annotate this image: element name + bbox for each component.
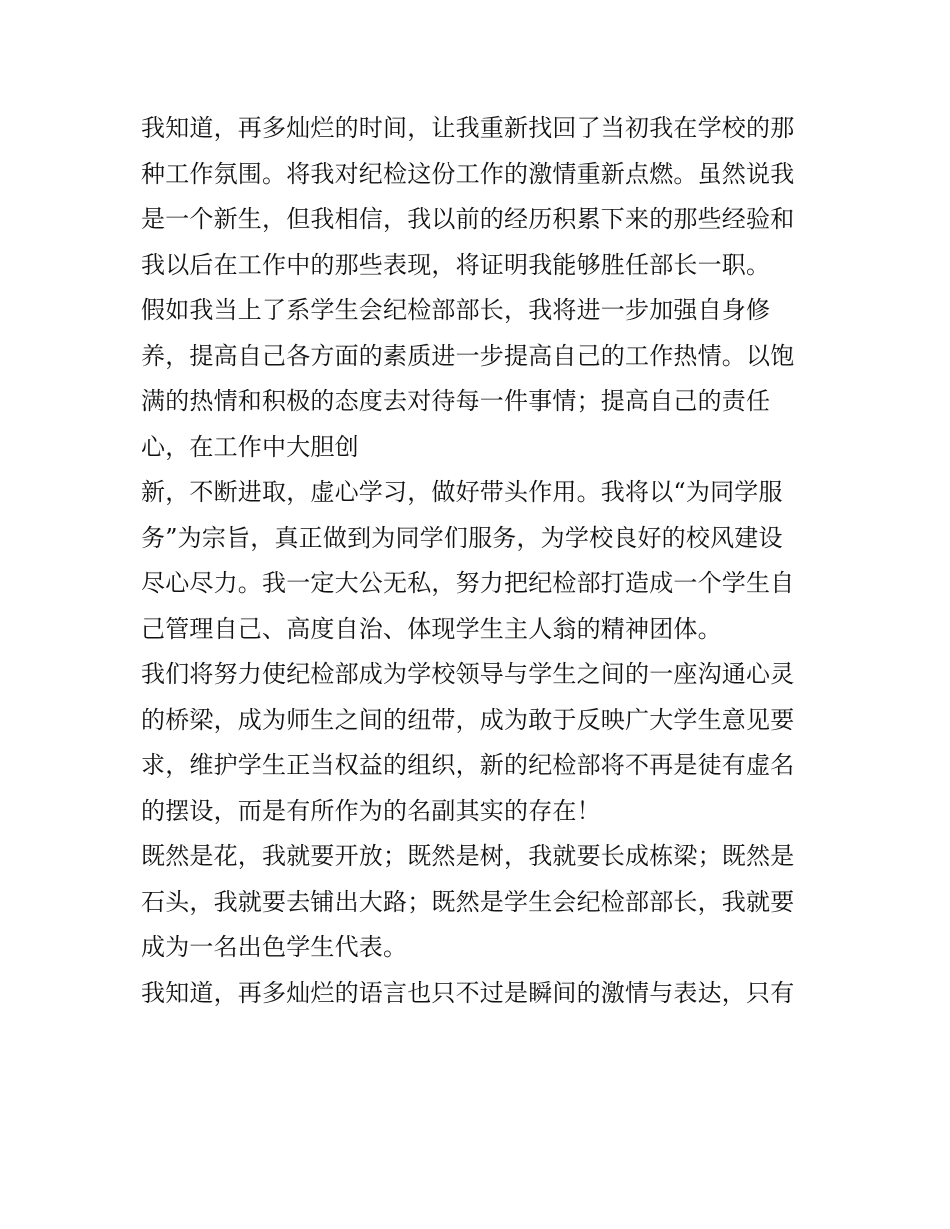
text-line: 的摆设，而是有所作为的名副其实的存在！ <box>141 796 601 825</box>
text-line: 成为一名出色学生代表。 <box>141 933 408 961</box>
text-line: 种工作氛围。将我对纪检这份工作的激情重新点燃。虽然说我 <box>141 159 795 188</box>
text-line: 尽心尽力。我一定大公无私，努力把纪检部打造成一个学生自 <box>141 569 795 597</box>
text-line: 石头，我就要去铺出大路；既然是学生会纪检部部长，我就要 <box>141 887 795 916</box>
text-line: 我知道，再多灿烂的时间，让我重新找回了当初我在学校的那 <box>141 114 795 142</box>
text-line: 务”为宗旨，真正做到为同学们服务，为学校良好的校风建设 <box>141 523 783 552</box>
document-body <box>141 106 821 1016</box>
text-line: 的桥梁，成为师生之间的纽带，成为敢于反映广大学生意见要 <box>141 705 795 734</box>
text-line: 新，不断进取，虚心学习，做好带头作用。我将以“为同学服 <box>141 478 783 506</box>
text-line: 养，提高自己各方面的素质进一步提高自己的工作热情。以饱 <box>141 341 795 370</box>
text-line: 假如我当上了系学生会纪检部部长，我将进一步加强自身修 <box>141 296 771 324</box>
text-line: 我知道，再多灿烂的语言也只不过是瞬间的激情与表达，只有 <box>141 978 795 1007</box>
text-line: 我们将努力使纪检部成为学校领导与学生之间的一座沟通心灵 <box>141 660 795 688</box>
text-line: 满的热情和积极的态度去对待每一件事情；提高自己的责任 <box>141 387 771 415</box>
text-line: 是一个新生，但我相信，我以前的经历积累下来的那些经验和 <box>141 205 795 233</box>
text-line: 我以后在工作中的那些表现，将证明我能够胜任部长一职。 <box>141 250 771 279</box>
text-line: 己管理自己、高度自治、体现学生主人翁的精神团体。 <box>141 614 722 643</box>
text-line: 既然是花，我就要开放；既然是树，我就要长成栋梁；既然是 <box>141 842 795 870</box>
text-line: 心，在工作中大胆创 <box>141 432 359 461</box>
text-line: 求，维护学生正当权益的组织，新的纪检部将不再是徒有虚名 <box>141 751 795 779</box>
